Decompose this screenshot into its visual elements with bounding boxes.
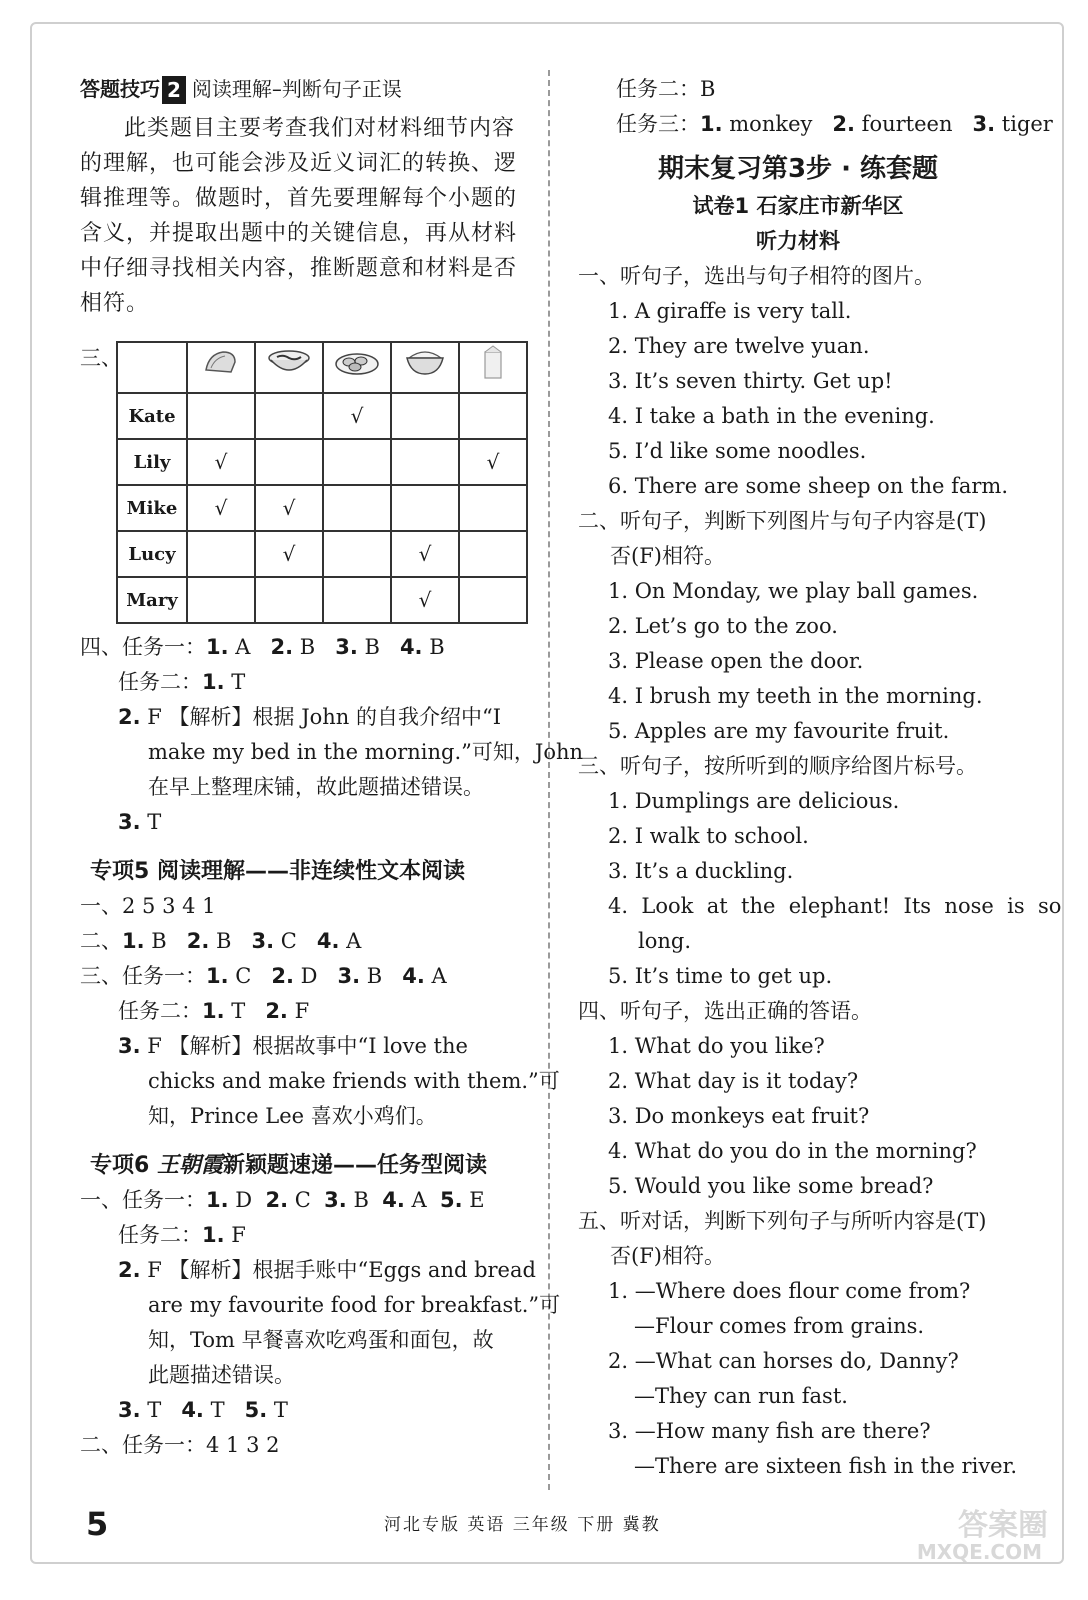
- list-item: 4. What do you do in the morning?: [608, 1139, 977, 1163]
- q-num: 4.: [402, 964, 425, 988]
- r-task3: [578, 107, 1053, 142]
- list-item: 5. It’s time to get up.: [608, 964, 833, 988]
- z6-task2: [80, 1218, 528, 1253]
- q2-heading: 二、听句子，判断下列图片与句子内容是(T): [578, 509, 987, 533]
- list-item: 2. Let’s go to the zoo.: [608, 614, 838, 638]
- s4-task2: [80, 665, 528, 700]
- page-number: 5: [86, 1505, 109, 1543]
- list-item: 3. It’s a duckling.: [608, 859, 794, 883]
- rice-icon: [401, 346, 449, 378]
- table-cell: [459, 393, 527, 439]
- q3-heading: 三、听句子，按所听到的顺序给图片标号。: [578, 754, 977, 778]
- tip-header: [80, 72, 528, 107]
- label: 一、任务一：: [80, 1188, 206, 1212]
- table-row: [117, 577, 527, 623]
- explanation-line: 在早上整理床铺，故此题描述错误。: [148, 775, 484, 799]
- watermark-url: MXQE.COM: [916, 1540, 1042, 1564]
- z5-three: [80, 959, 528, 994]
- list-item: 4. I brush my teeth in the morning.: [608, 684, 983, 708]
- table-cell: [459, 531, 527, 577]
- q-num: 1.: [206, 635, 229, 659]
- list-item: 3. —How many fish are there?: [608, 1419, 931, 1443]
- answer: T: [224, 999, 246, 1023]
- q-num: 2.: [186, 929, 210, 953]
- q-num: 3.: [972, 112, 996, 136]
- list-item: 2. —What can horses do, Danny?: [608, 1349, 959, 1373]
- answer: A: [424, 964, 447, 988]
- row-name: Kate: [117, 393, 187, 439]
- q5-heading-cont: 否(F)相符。: [610, 1244, 725, 1268]
- list-item: 4. Look at the elephant! Its nose is so: [608, 894, 1062, 918]
- answer: B: [209, 929, 232, 953]
- q-num: 5.: [244, 1398, 268, 1422]
- q2-heading-cont: 否(F)相符。: [610, 544, 725, 568]
- answer: B: [144, 929, 167, 953]
- list-item: 5. Apples are my favourite fruit.: [608, 719, 950, 743]
- q-num: 1.: [206, 1188, 229, 1212]
- answer: E: [462, 1188, 485, 1212]
- q-num: 2.: [118, 705, 141, 729]
- z6-two: 二、任务一：4 1 3 2: [80, 1433, 280, 1457]
- list-item: 5. I’d like some noodles.: [608, 439, 867, 463]
- table-cell: √: [391, 531, 459, 577]
- label: 任务二：: [118, 999, 202, 1023]
- s4-task1: [80, 630, 528, 665]
- tip-label: 答题技巧: [80, 77, 160, 101]
- label: 三、任务一：: [80, 964, 206, 988]
- answer: T: [140, 810, 162, 834]
- answer: T: [203, 1398, 225, 1422]
- dumplings-icon: [333, 346, 381, 378]
- list-item: 2. I walk to school.: [608, 824, 809, 848]
- table-cell: √: [323, 393, 391, 439]
- q5-heading: 五、听对话，判断下列句子与所听内容是(T): [578, 1209, 987, 1233]
- table-cell: [391, 439, 459, 485]
- list-item: 4. I take a bath in the evening.: [608, 404, 935, 428]
- answer: B: [293, 635, 316, 659]
- tip-title: 阅读理解–判断句子正误: [191, 77, 402, 101]
- q-num: 2.: [118, 1258, 141, 1282]
- answer: tiger: [995, 112, 1053, 136]
- answer: D: [228, 1188, 253, 1212]
- answer: T: [140, 1398, 162, 1422]
- list-item: 5. Would you like some bread?: [608, 1174, 934, 1198]
- answer: C: [288, 1188, 311, 1212]
- z5-explanation: [80, 1029, 560, 1134]
- z6-one: [80, 1183, 528, 1218]
- q-num: 4.: [181, 1398, 204, 1422]
- q-num: 1.: [202, 670, 225, 694]
- table-cell: [255, 439, 323, 485]
- q-num: 1.: [700, 112, 723, 136]
- q-num: 2.: [271, 964, 294, 988]
- material-title: 听力材料: [756, 229, 840, 253]
- page-title: 期末复习第3步 · 练套题: [657, 154, 939, 184]
- q-num: 1.: [202, 999, 225, 1023]
- explanation-line: F 【解析】根据 John 的自我介绍中“I: [140, 705, 502, 729]
- table-row: [117, 393, 527, 439]
- q-num: 2.: [265, 1188, 289, 1212]
- explanation-line: F 【解析】根据故事中“I love the: [140, 1034, 468, 1058]
- right-column: [578, 72, 1062, 1484]
- milk-icon: [477, 344, 509, 380]
- q-num: 5.: [440, 1188, 463, 1212]
- food-table: [116, 341, 528, 624]
- table-cell: [323, 485, 391, 531]
- answer: A: [404, 1188, 427, 1212]
- label: 任务二：: [118, 670, 202, 694]
- left-column: [80, 72, 584, 1463]
- table-cell: [255, 393, 323, 439]
- table-cell: √: [255, 531, 323, 577]
- table-row: [117, 439, 527, 485]
- table-cell: [323, 439, 391, 485]
- footer-text: 河北专版 英语 三年级 下册 冀教: [384, 1515, 661, 1535]
- row-name: Lily: [117, 439, 187, 485]
- q-num: 3.: [335, 635, 358, 659]
- label: 任务三：: [616, 112, 700, 136]
- z5-task2: [80, 994, 528, 1029]
- answer: A: [339, 929, 362, 953]
- list-item: 3. Please open the door.: [608, 649, 864, 673]
- section-title-6: [80, 1148, 528, 1183]
- q-num: 3.: [324, 1188, 347, 1212]
- label: 二、: [80, 929, 122, 953]
- watermark-logo: 答案圈: [958, 1508, 1048, 1543]
- brand-stamp: 王朝霞: [156, 1153, 223, 1178]
- q-num: 3.: [118, 810, 141, 834]
- table-cell: √: [187, 485, 255, 531]
- list-item: 1. On Monday, we play ball games.: [608, 579, 979, 603]
- explanation-line: F 【解析】根据手账中“Eggs and bread: [140, 1258, 536, 1282]
- answer: D: [293, 964, 318, 988]
- q-num: 3.: [251, 929, 275, 953]
- table-cell: [187, 531, 255, 577]
- table-row: [117, 485, 527, 531]
- q1-heading: 一、听句子，选出与句子相符的图片。: [578, 264, 935, 288]
- list-item: —They can run fast.: [634, 1384, 848, 1408]
- list-item: 1. A giraffe is very tall.: [608, 299, 852, 323]
- table-cell: [187, 393, 255, 439]
- table-cell: [255, 577, 323, 623]
- column-divider: [548, 70, 550, 1490]
- label: 任务二：: [118, 1223, 202, 1247]
- table-cell: [187, 577, 255, 623]
- answer: F: [224, 1223, 246, 1247]
- q-num: 3.: [337, 964, 361, 988]
- table-cell: [323, 531, 391, 577]
- bread-icon: [201, 346, 241, 378]
- answer: C: [274, 929, 297, 953]
- answer: C: [228, 964, 252, 988]
- table-cell: [459, 577, 527, 623]
- list-item: 1. Dumplings are delicious.: [608, 789, 900, 813]
- section-title-5: 专项5 阅读理解——非连续性文本阅读: [90, 859, 465, 884]
- table-cell: √: [391, 577, 459, 623]
- tip-paragraph: 此类题目主要考查我们对材料细节内容的理解，也可能会涉及近义词汇的转换、逻辑推理等。做题时，首先要理解每个小题的含义，并提取出题中的关键信息，再从材料中仔细寻找相关内容，推断题意和材料是否相符。: [80, 116, 518, 316]
- list-item: 1. What do you like?: [608, 1034, 825, 1058]
- list-item: 2. They are twelve yuan.: [608, 334, 870, 358]
- list-item: —There are sixteen fish in the river.: [634, 1454, 1018, 1478]
- table-cell: [391, 485, 459, 531]
- explanation-line: make my bed in the morning.”可知，John: [148, 740, 584, 764]
- title-part: 专项6: [90, 1153, 157, 1178]
- paper-title: 试卷1 石家庄市新华区: [692, 194, 904, 218]
- answer: T: [224, 670, 246, 694]
- q-num: 4.: [316, 929, 340, 953]
- answer: A: [228, 635, 251, 659]
- answer: F: [287, 999, 310, 1023]
- list-item: —Flour comes from grains.: [634, 1314, 925, 1338]
- explanation-line: 知，Tom 早餐喜欢吃鸡蛋和面包，故: [148, 1328, 494, 1352]
- label: 四、任务一：: [80, 635, 206, 659]
- table-header-row: [117, 342, 527, 393]
- answer: B: [357, 635, 380, 659]
- answer: T: [267, 1398, 288, 1422]
- q-num: 4.: [382, 1188, 405, 1212]
- noodles-icon: [265, 346, 313, 378]
- list-item: 3. Do monkeys eat fruit?: [608, 1104, 870, 1128]
- q-num: 2.: [265, 999, 288, 1023]
- z6-last: [118, 1393, 528, 1428]
- q-num: 1.: [202, 1223, 225, 1247]
- table-cell: [391, 393, 459, 439]
- z6-explanation: [80, 1253, 561, 1428]
- tip-number-badge: 2: [162, 76, 186, 104]
- z5-one: 一、2 5 3 4 1: [80, 894, 216, 918]
- q-num: 1.: [206, 964, 229, 988]
- s4-explanation: [80, 700, 584, 840]
- table-cell: [459, 485, 527, 531]
- answer: B: [422, 635, 445, 659]
- table-cell: [323, 577, 391, 623]
- table-cell: √: [187, 439, 255, 485]
- row-name: Mike: [117, 485, 187, 531]
- list-item: 1. —Where does flour come from?: [608, 1279, 971, 1303]
- answer: monkey: [722, 112, 813, 136]
- table-row: [117, 531, 527, 577]
- row-name: Mary: [117, 577, 187, 623]
- table-cell: √: [255, 485, 323, 531]
- explanation-line: 此题描述错误。: [148, 1363, 295, 1387]
- q-num: 4.: [399, 635, 423, 659]
- list-item: 6. There are some sheep on the farm.: [608, 474, 1009, 498]
- r-task2: 任务二：B: [616, 77, 716, 101]
- list-item: long.: [638, 929, 692, 953]
- q-num: 1.: [122, 929, 145, 953]
- q-num: 2.: [270, 635, 294, 659]
- table-cell: √: [459, 439, 527, 485]
- answer: fourteen: [855, 112, 953, 136]
- explanation-line: 知，Prince Lee 喜欢小鸡们。: [148, 1104, 437, 1128]
- explanation-line: are my favourite food for breakfast.”可: [148, 1293, 561, 1317]
- answer: B: [346, 1188, 369, 1212]
- list-item: 3. It’s seven thirty. Get up!: [608, 369, 893, 393]
- section-3-label: 三、: [80, 346, 122, 370]
- answer: B: [360, 964, 383, 988]
- q-num: 2.: [832, 112, 855, 136]
- title-part: 新颖题速递——任务型阅读: [222, 1153, 487, 1178]
- q4-heading: 四、听句子，选出正确的答语。: [578, 999, 872, 1023]
- q-num: 3.: [118, 1398, 141, 1422]
- explanation-line: chicks and make friends with them.”可: [148, 1069, 560, 1093]
- q-num: 3.: [118, 1034, 141, 1058]
- row-name: Lucy: [117, 531, 187, 577]
- list-item: 2. What day is it today?: [608, 1069, 859, 1093]
- z5-two: [80, 924, 528, 959]
